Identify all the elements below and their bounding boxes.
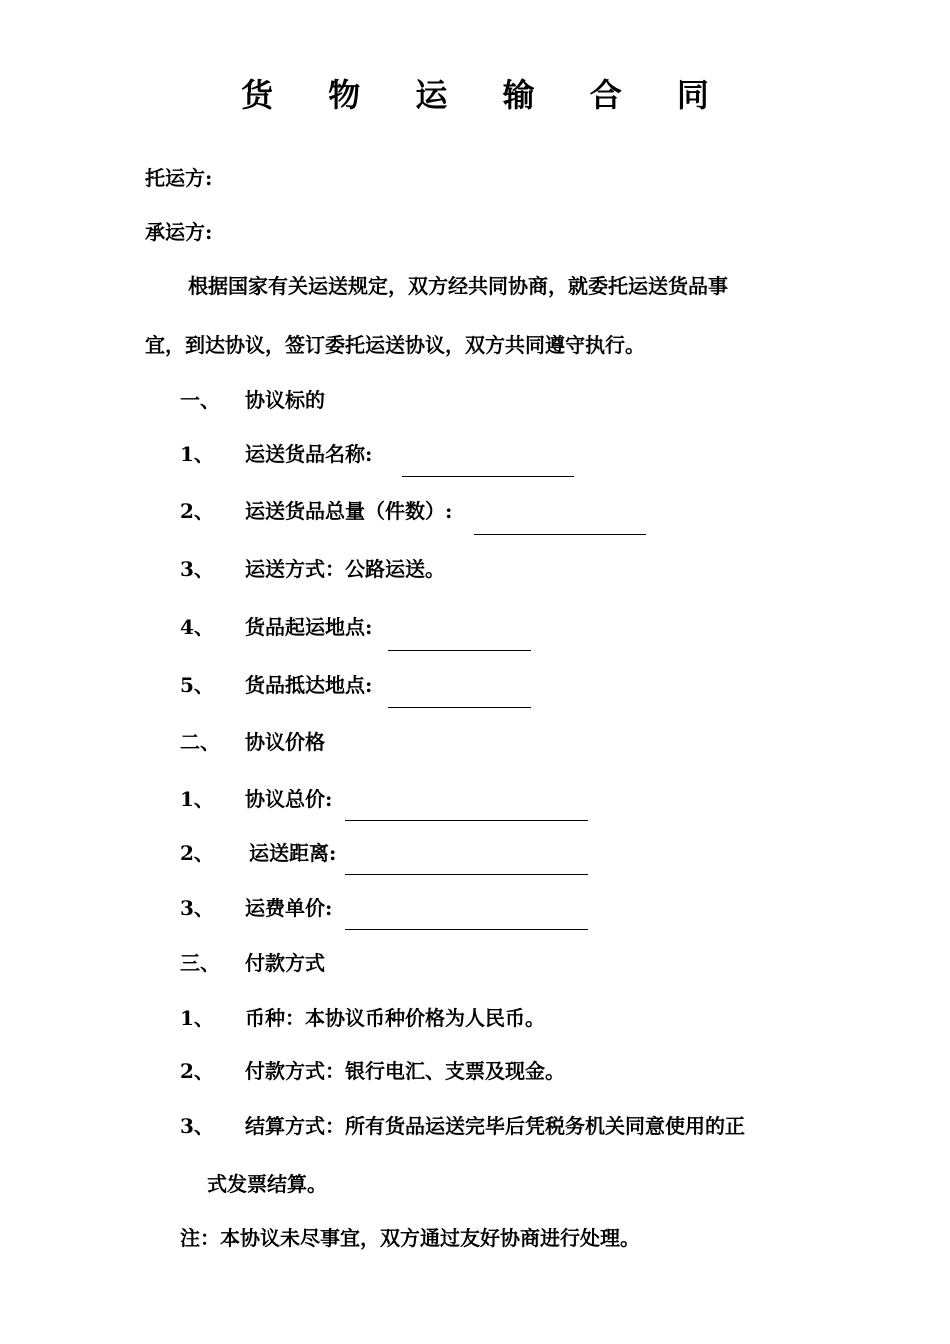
distance-blank[interactable]	[345, 874, 588, 875]
settlement-text-continued: 式发票结算。	[207, 1172, 327, 1196]
item-number: 2、	[180, 499, 214, 523]
item-number: 4、	[180, 615, 214, 639]
section2-heading: 协议价格	[245, 730, 325, 754]
document-title: 货 物 运 输 合 同	[241, 76, 731, 114]
item-number: 2、	[180, 1059, 214, 1083]
settlement-text: 结算方式：所有货品运送完毕后凭税务机关同意使用的正	[245, 1114, 745, 1138]
shipper-label: 托运方:	[145, 166, 213, 190]
destination-blank[interactable]	[388, 707, 531, 708]
note-text: 注：本协议未尽事宜，双方通过友好协商进行处理。	[180, 1226, 640, 1250]
total-price-label: 协议总价:	[245, 787, 333, 811]
section3-heading: 付款方式	[245, 951, 325, 975]
item-number: 2、	[180, 841, 214, 865]
destination-label: 货品抵达地点:	[245, 673, 373, 697]
item-number: 5、	[180, 673, 214, 697]
unit-price-label: 运费单价:	[245, 896, 333, 920]
item-number: 1、	[180, 442, 214, 466]
currency-text: 币种：本协议币种价格为人民币。	[245, 1006, 545, 1030]
payment-method-text: 付款方式：银行电汇、支票及现金。	[245, 1059, 565, 1083]
item-number: 3、	[180, 557, 214, 581]
section1-heading: 协议标的	[245, 388, 325, 412]
section3-number: 三、	[180, 951, 220, 975]
unit-price-blank[interactable]	[345, 929, 588, 930]
cargo-name-blank[interactable]	[402, 476, 574, 477]
cargo-name-label: 运送货品名称:	[245, 442, 373, 466]
item-number: 3、	[180, 1114, 214, 1138]
carrier-label: 承运方:	[145, 220, 213, 244]
transport-method-text: 运送方式：公路运送。	[245, 557, 445, 581]
item-number: 3、	[180, 896, 214, 920]
origin-blank[interactable]	[388, 650, 531, 651]
section2-number: 二、	[180, 730, 220, 754]
distance-label: 运送距离:	[249, 841, 337, 865]
item-number: 1、	[180, 1006, 214, 1030]
cargo-quantity-label: 运送货品总量（件数）:	[245, 499, 453, 523]
total-price-blank[interactable]	[345, 820, 588, 821]
origin-label: 货品起运地点:	[245, 615, 373, 639]
intro-line-2: 宜，到达协议，签订委托运送协议，双方共同遵守执行。	[145, 333, 645, 357]
cargo-quantity-blank[interactable]	[474, 534, 646, 535]
item-number: 1、	[180, 787, 214, 811]
intro-line-1: 根据国家有关运送规定，双方经共同协商，就委托运送货品事	[188, 274, 728, 298]
section1-number: 一、	[180, 388, 220, 412]
